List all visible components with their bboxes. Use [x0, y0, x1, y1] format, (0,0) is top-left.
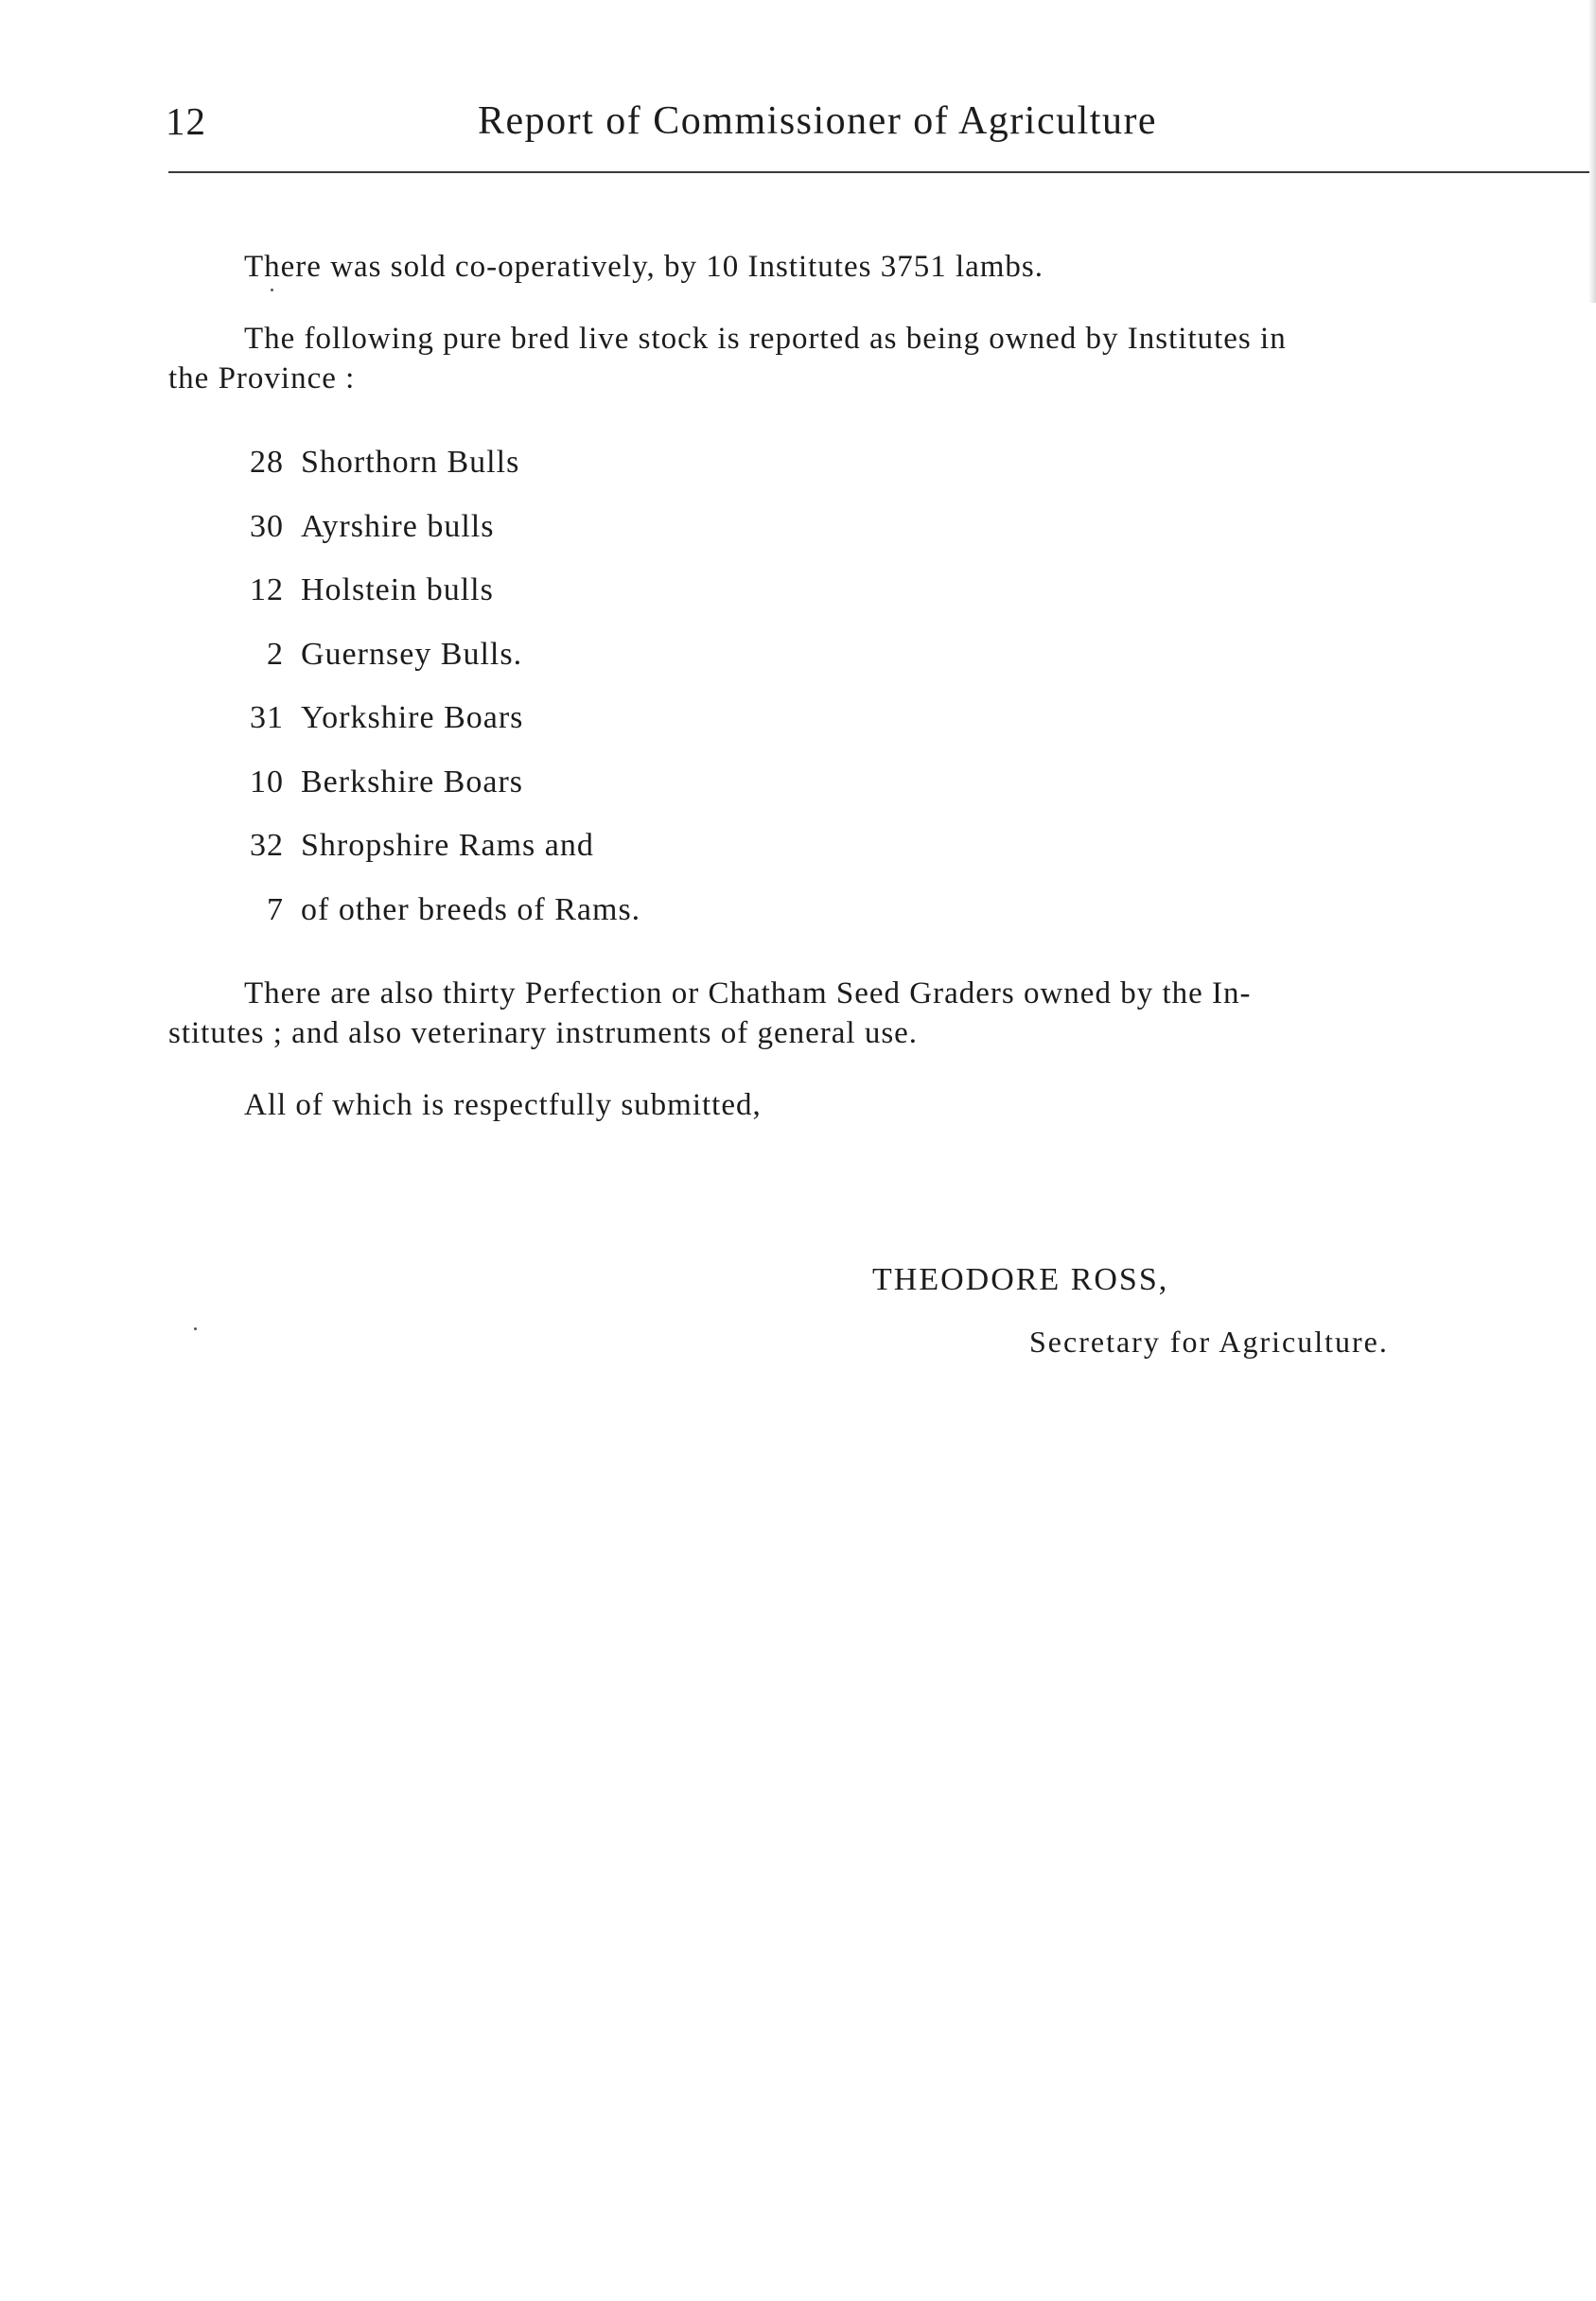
paragraph-closing: All of which is respectfully submitted,	[244, 1088, 762, 1122]
header-rule	[168, 171, 1589, 173]
livestock-label: Shorthorn Bulls	[301, 445, 520, 480]
list-item	[237, 508, 640, 572]
livestock-label: Berkshire Boars	[301, 764, 524, 799]
scan-speck	[271, 289, 273, 291]
livestock-count: 10	[250, 764, 284, 799]
livestock-label: Shropshire Rams and	[301, 828, 594, 863]
livestock-label: of other breeds of Rams.	[301, 891, 641, 927]
page-number: 12	[166, 99, 206, 143]
running-title: Report of Commissioner of Agriculture	[478, 99, 1158, 143]
signatory-title: Secretary for Agriculture.	[1029, 1325, 1389, 1359]
list-item	[237, 636, 640, 700]
livestock-label: Holstein bulls	[301, 572, 494, 607]
list-item	[237, 827, 640, 891]
paragraph-seed-graders-line-1: There are also thirty Perfection or Chatham Seed Graders owned by the In-	[244, 976, 1252, 1010]
livestock-list	[237, 444, 640, 955]
paragraph-livestock-intro-line-2: the Province :	[168, 361, 356, 395]
livestock-label: Guernsey Bulls.	[301, 636, 523, 672]
livestock-count: 12	[250, 572, 284, 607]
livestock-count: 31	[250, 700, 284, 735]
page-edge-shadow	[1588, 0, 1596, 303]
livestock-count: 32	[250, 828, 284, 863]
scan-speck	[194, 1327, 197, 1330]
livestock-label: Ayrshire bulls	[301, 508, 495, 544]
list-item	[237, 444, 640, 508]
paragraph-lambs-sold: There was sold co-operatively, by 10 Institutes 3751 lambs.	[244, 250, 1044, 284]
list-item	[237, 699, 640, 764]
paragraph-seed-graders-line-2: stitutes ; and also veterinary instruments of general use.	[168, 1016, 919, 1050]
livestock-count: 28	[250, 445, 284, 480]
list-item	[237, 571, 640, 636]
livestock-count: 30	[250, 508, 284, 544]
livestock-count: 7	[267, 891, 284, 927]
paragraph-livestock-intro-line-1: The following pure bred live stock is reported as being owned by Institutes in	[244, 322, 1287, 356]
livestock-count: 2	[267, 636, 284, 672]
livestock-label: Yorkshire Boars	[301, 700, 524, 735]
list-item	[237, 891, 640, 956]
signatory-name: THEODORE ROSS,	[872, 1262, 1169, 1297]
list-item	[237, 764, 640, 828]
